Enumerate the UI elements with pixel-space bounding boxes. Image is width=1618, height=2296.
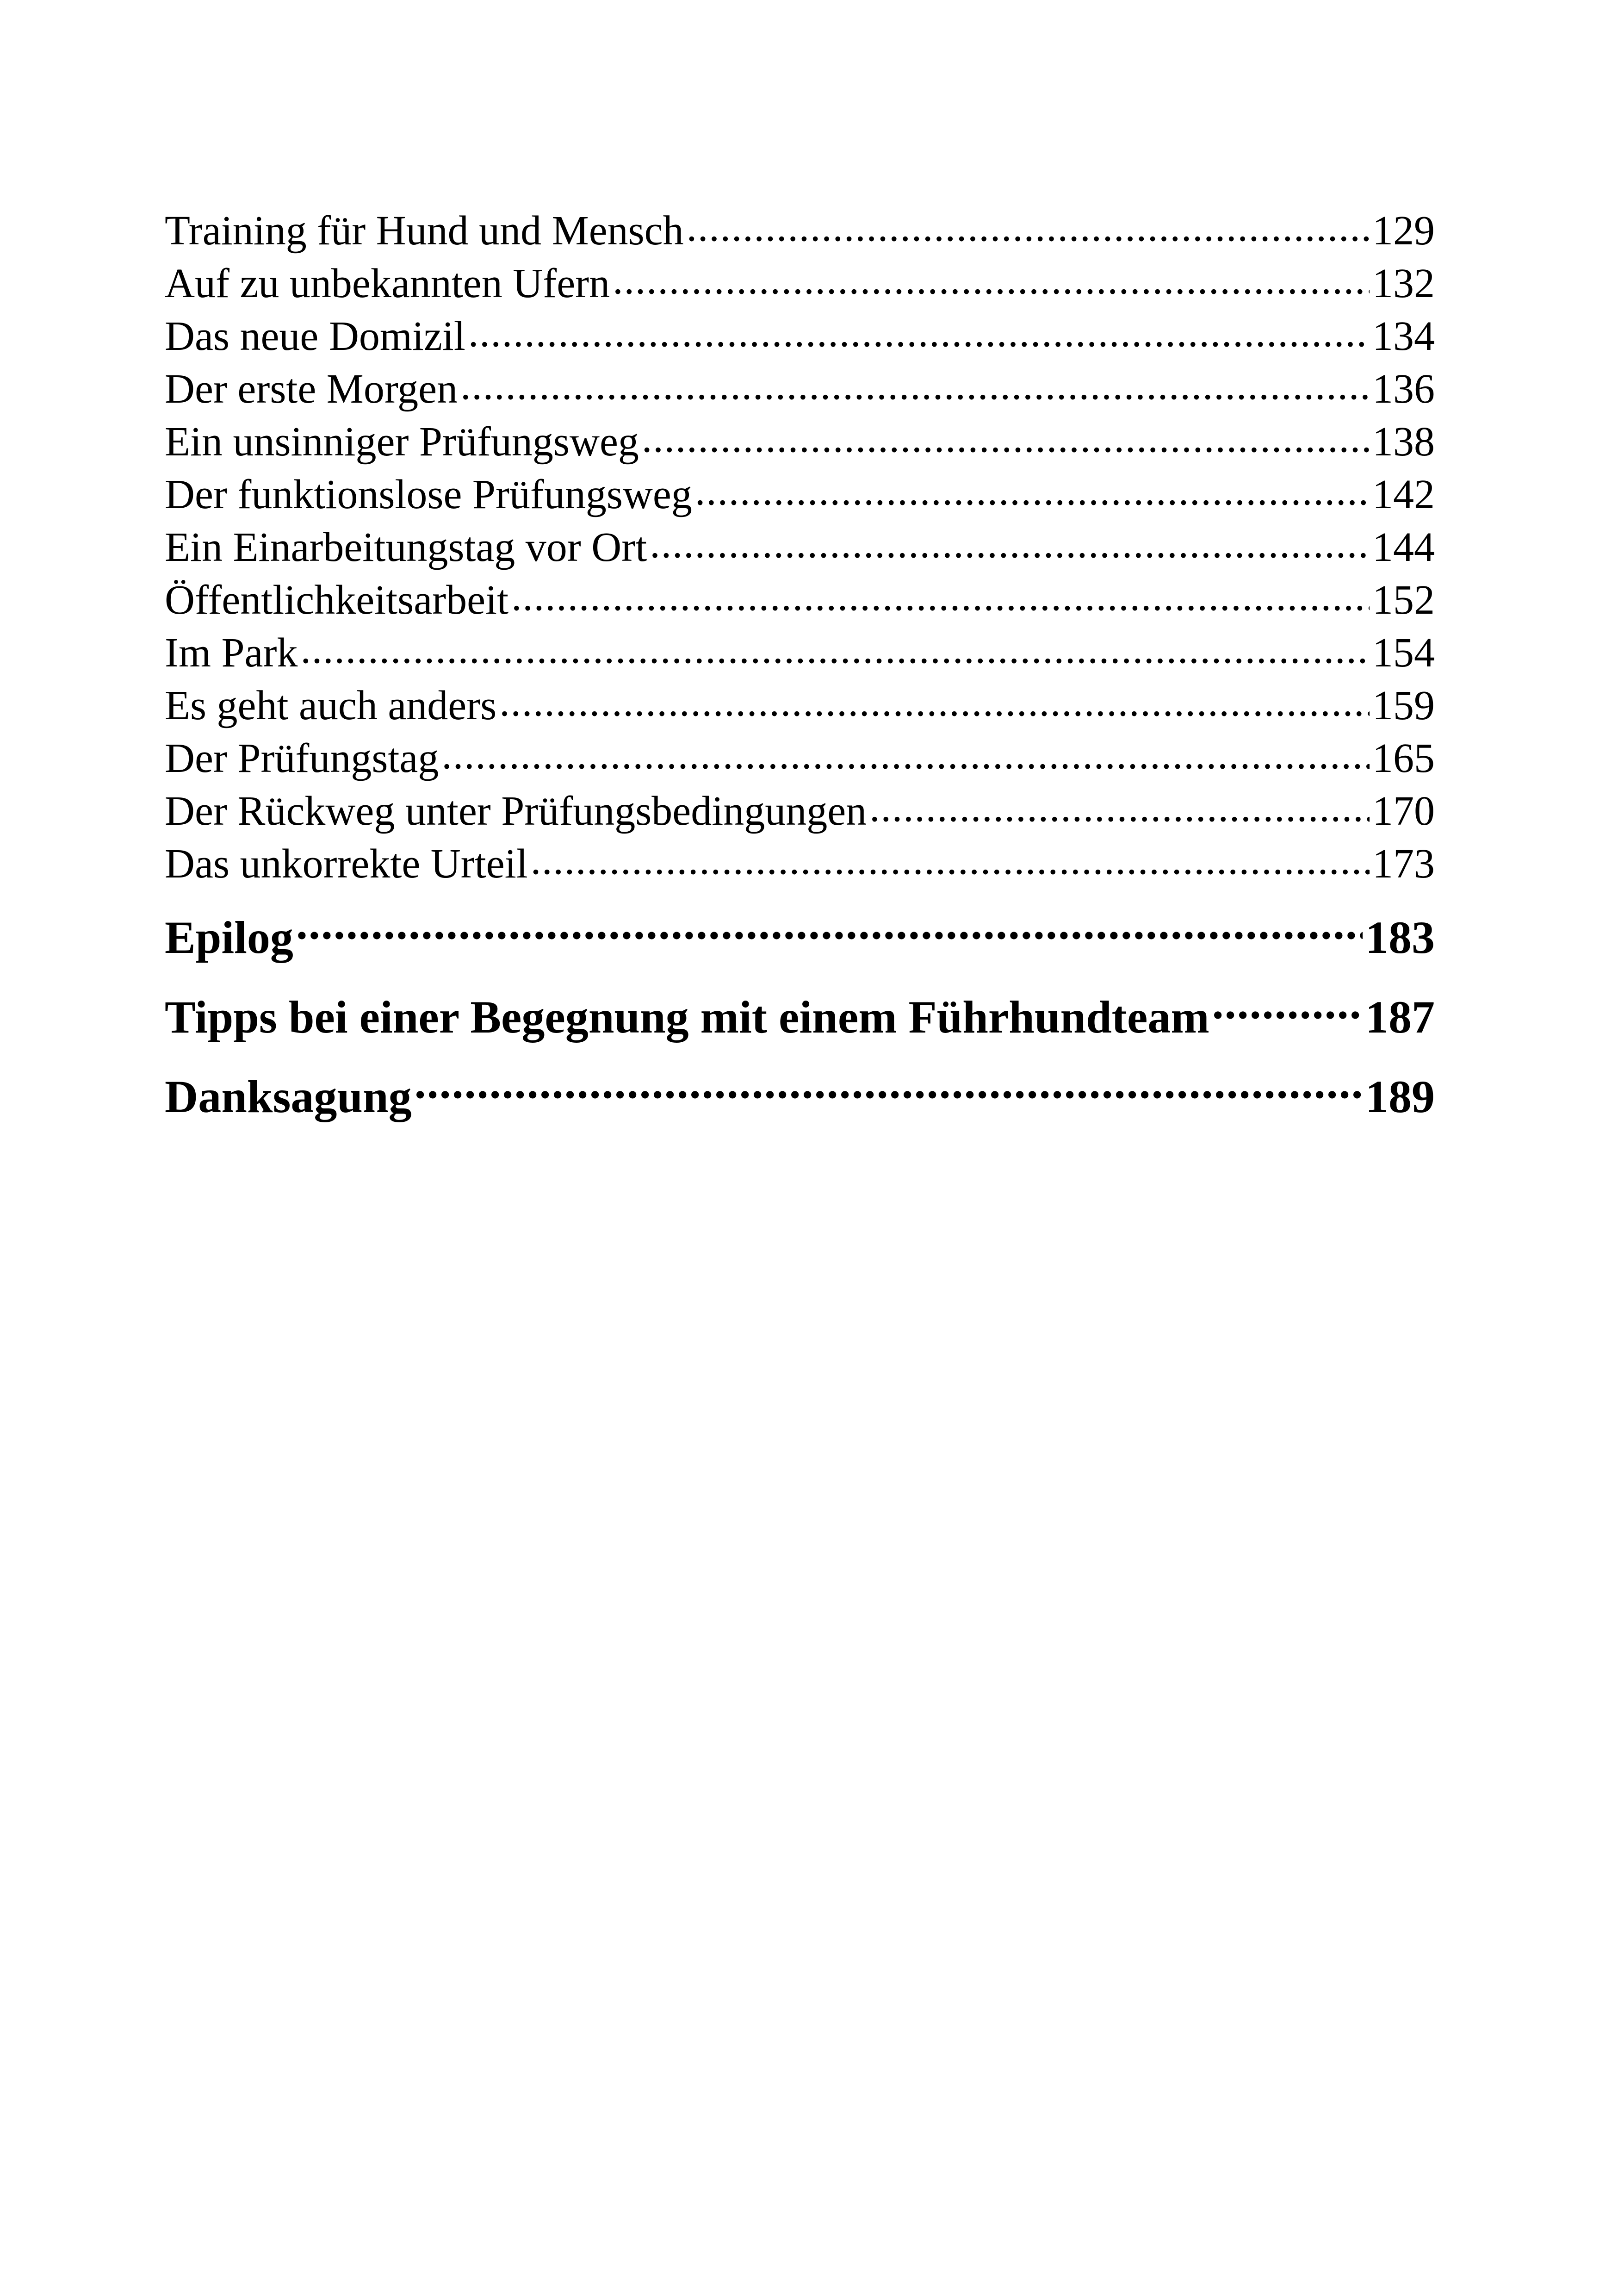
toc-dot-leader: [460, 361, 1370, 403]
toc-dot-leader: [650, 519, 1370, 561]
table-of-contents: [165, 203, 1435, 1137]
toc-entry-title: Das neue Domizil: [165, 313, 465, 359]
toc-dot-leader: [441, 730, 1370, 772]
toc-dot-leader: [695, 467, 1370, 508]
toc-entry-title: Der erste Morgen: [165, 366, 458, 412]
toc-dot-leader: [642, 414, 1370, 455]
toc-entry: [165, 467, 1435, 519]
toc-dot-leader: [415, 1066, 1363, 1112]
toc-dot-leader: [499, 678, 1370, 719]
toc-entry: [165, 678, 1435, 730]
toc-entry: [165, 414, 1435, 467]
toc-entry: [165, 519, 1435, 572]
toc-entry-title: Ein Einarbeitungstag vor Ort: [165, 524, 647, 570]
toc-entry-page: 138: [1372, 419, 1435, 465]
toc-entry-title: Der Prüfungstag: [165, 735, 439, 781]
toc-entry: [165, 203, 1435, 255]
toc-chapter-title: Danksagung: [165, 1071, 412, 1122]
toc-chapter-page: 189: [1365, 1071, 1435, 1122]
toc-entry-title: Es geht auch anders: [165, 683, 497, 728]
toc-dot-leader: [296, 907, 1363, 953]
toc-dot-leader: [468, 308, 1370, 350]
toc-entry: [165, 730, 1435, 783]
toc-entry-title: Im Park: [165, 630, 298, 676]
toc-entry: [165, 836, 1435, 889]
toc-entry-page: 170: [1372, 788, 1435, 834]
toc-entry-page: 144: [1372, 524, 1435, 570]
toc-dot-leader: [869, 783, 1370, 825]
toc-chapter-title: Tipps bei einer Begegnung mit einem Führhundteam: [165, 991, 1209, 1043]
toc-dot-leader: [300, 625, 1370, 666]
toc-chapter-page: 187: [1365, 991, 1435, 1043]
toc-entry-page: 136: [1372, 366, 1435, 412]
toc-chapter-entry: [165, 1057, 1435, 1137]
toc-entry: [165, 783, 1435, 836]
toc-entry-page: 173: [1372, 841, 1435, 887]
toc-entry: [165, 308, 1435, 361]
toc-entry-page: 154: [1372, 630, 1435, 676]
toc-dot-leader: [687, 203, 1370, 244]
toc-entry-page: 129: [1372, 208, 1435, 254]
toc-dot-leader: [511, 572, 1370, 614]
toc-entry-title: Der funktionslose Prüfungsweg: [165, 472, 692, 517]
toc-dot-leader: [613, 255, 1370, 297]
toc-entry: [165, 255, 1435, 308]
toc-entry: [165, 572, 1435, 625]
toc-entry-page: 142: [1372, 472, 1435, 517]
toc-dot-leader: [1212, 986, 1363, 1033]
toc-chapter-title: Epilog: [165, 912, 293, 963]
toc-entry-page: 159: [1372, 683, 1435, 728]
toc-entry-page: 134: [1372, 313, 1435, 359]
toc-entry: [165, 361, 1435, 414]
toc-dot-leader: [531, 836, 1370, 877]
toc-entry-page: 132: [1372, 261, 1435, 306]
toc-entry-title: Ein unsinniger Prüfungsweg: [165, 419, 639, 465]
toc-entry: [165, 625, 1435, 678]
toc-entry-title: Der Rückweg unter Prüfungsbedingungen: [165, 788, 867, 834]
toc-entry-title: Training für Hund und Mensch: [165, 208, 684, 254]
toc-entry-title: Das unkorrekte Urteil: [165, 841, 528, 887]
toc-entry-title: Öffentlichkeitsarbeit: [165, 577, 509, 623]
toc-entry-page: 165: [1372, 735, 1435, 781]
toc-chapter-entry: [165, 898, 1435, 977]
toc-entry-page: 152: [1372, 577, 1435, 623]
toc-chapter-page: 183: [1365, 912, 1435, 963]
toc-entry-title: Auf zu unbekannten Ufern: [165, 261, 610, 306]
toc-chapter-entry: [165, 977, 1435, 1057]
